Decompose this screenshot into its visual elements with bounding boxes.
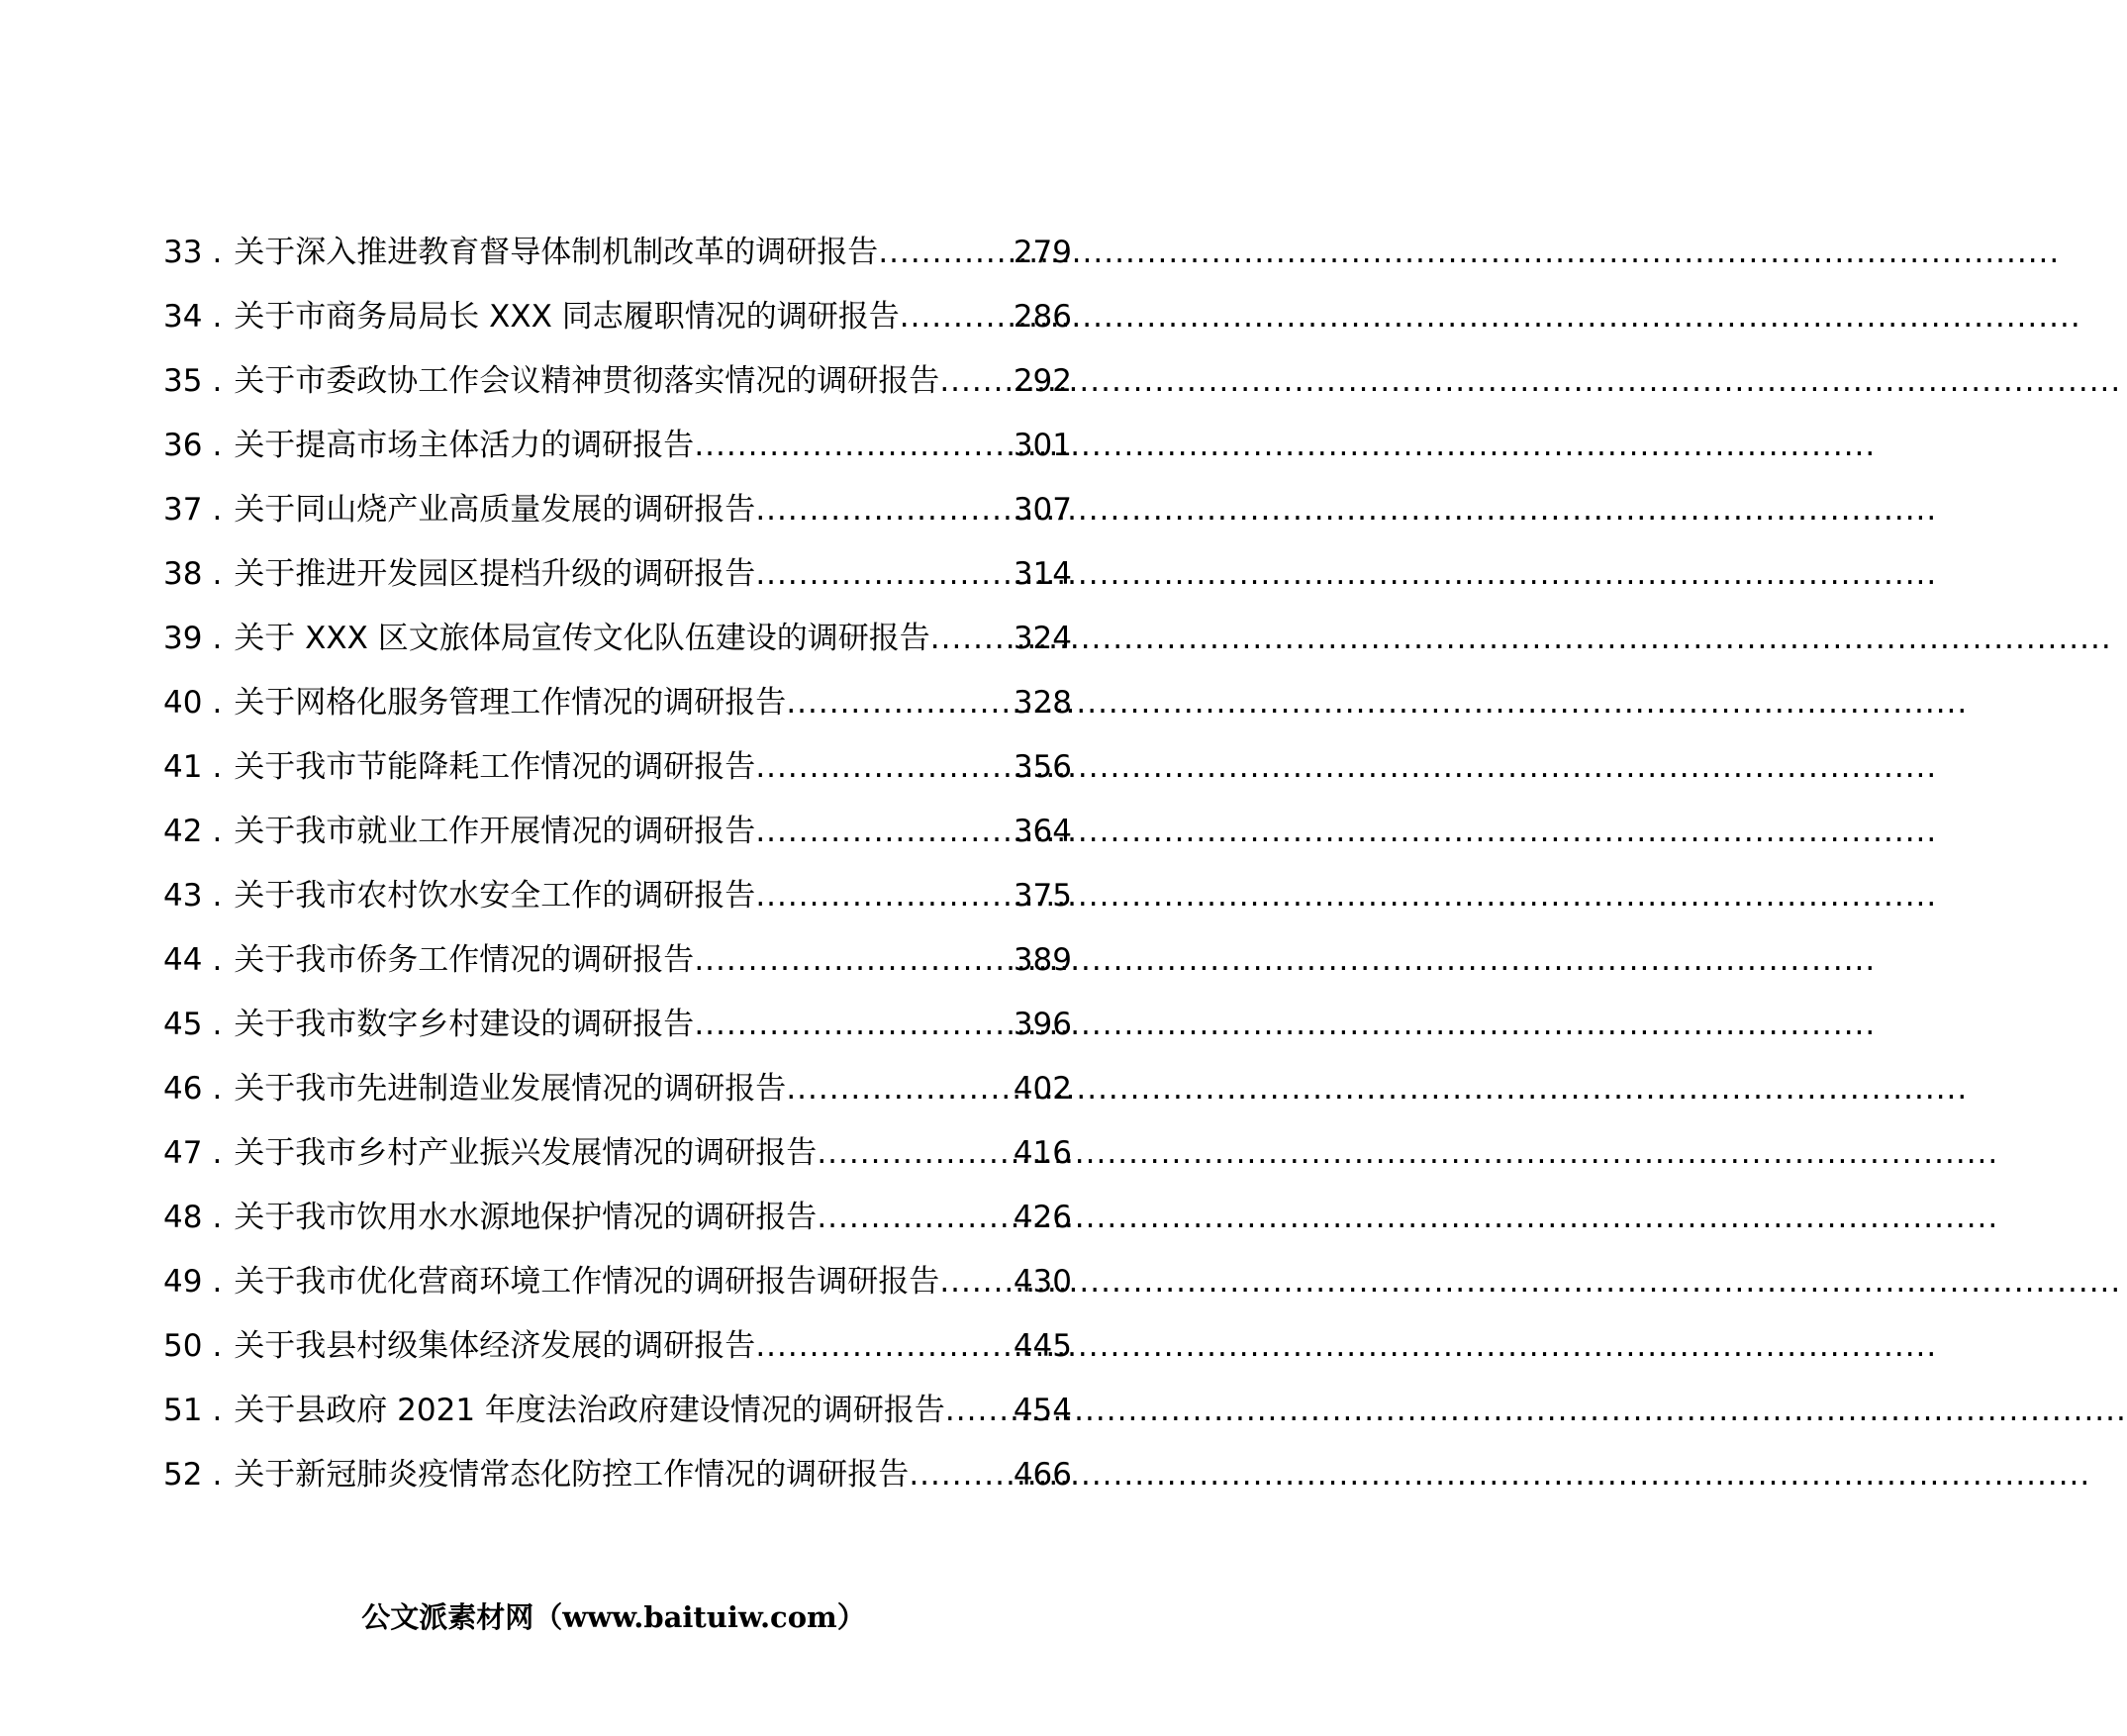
page-number: 328 xyxy=(1013,685,1072,721)
entry-number: 43 xyxy=(163,878,203,914)
number-separator: . xyxy=(212,1135,223,1171)
table-of-contents xyxy=(163,235,1072,1524)
entry-title: 关于我市节能降耗工作情况的调研报告 xyxy=(234,749,756,785)
toc-entry-43[interactable] xyxy=(163,878,1072,945)
entry-number: 34 xyxy=(163,299,203,335)
toc-entry-41[interactable] xyxy=(163,749,1072,817)
toc-entry-39[interactable] xyxy=(163,621,1072,688)
dot-leader xyxy=(909,1460,1014,1491)
entry-number: 49 xyxy=(163,1264,203,1300)
dot-leader xyxy=(817,1203,1014,1233)
number-separator: . xyxy=(212,878,223,914)
entry-number: 36 xyxy=(163,428,203,463)
page-number: 445 xyxy=(1013,1328,1072,1364)
entry-title: 关于县政府 2021 年度法治政府建设情况的调研报告 xyxy=(234,1393,945,1428)
entry-number: 48 xyxy=(163,1200,203,1235)
page-number: 286 xyxy=(1013,299,1072,335)
page-number: 364 xyxy=(1013,814,1072,849)
page-number: 466 xyxy=(1013,1457,1072,1493)
dot-leader xyxy=(694,1010,1014,1040)
entry-number: 51 xyxy=(163,1393,203,1428)
entry-number: 47 xyxy=(163,1135,203,1171)
entry-title: 关于我市优化营商环境工作情况的调研报告调研报告 xyxy=(234,1264,940,1300)
toc-entry-46[interactable] xyxy=(163,1071,1072,1138)
dot-leader xyxy=(694,945,1014,976)
entry-number: 45 xyxy=(163,1007,203,1042)
number-separator: . xyxy=(212,1071,223,1107)
number-separator: . xyxy=(212,299,223,335)
toc-entry-49[interactable] xyxy=(163,1264,1072,1331)
dot-leader xyxy=(755,752,1014,783)
toc-entry-34[interactable] xyxy=(163,299,1072,366)
toc-entry-40[interactable] xyxy=(163,685,1072,752)
number-separator: . xyxy=(212,814,223,849)
entry-number: 44 xyxy=(163,942,203,978)
entry-title: 关于我市农村饮水安全工作的调研报告 xyxy=(234,878,756,914)
number-separator: . xyxy=(212,942,223,978)
toc-entry-51[interactable] xyxy=(163,1393,1072,1460)
dot-leader xyxy=(755,559,1014,590)
entry-number: 52 xyxy=(163,1457,203,1493)
number-separator: . xyxy=(212,492,223,528)
entry-title: 关于 XXX 区文旅体局宣传文化队伍建设的调研报告 xyxy=(234,621,930,656)
page-number: 356 xyxy=(1013,749,1072,785)
toc-entry-38[interactable] xyxy=(163,556,1072,624)
number-separator: . xyxy=(212,685,223,721)
page-number: 279 xyxy=(1013,235,1072,270)
toc-entry-35[interactable] xyxy=(163,363,1072,431)
page-number: 402 xyxy=(1013,1071,1072,1107)
footer-source-text: 公文派素材网（www.baituiw.com） xyxy=(361,1600,866,1634)
number-separator: . xyxy=(212,1328,223,1364)
page-number: 389 xyxy=(1013,942,1072,978)
entry-title: 关于提高市场主体活力的调研报告 xyxy=(234,428,695,463)
number-separator: . xyxy=(212,556,223,592)
entry-title: 关于同山烧产业高质量发展的调研报告 xyxy=(234,492,756,528)
page-number: 454 xyxy=(1013,1393,1072,1428)
entry-number: 37 xyxy=(163,492,203,528)
page-number: 307 xyxy=(1013,492,1072,528)
dot-leader xyxy=(930,624,1014,654)
toc-entry-50[interactable] xyxy=(163,1328,1072,1396)
page-number: 324 xyxy=(1013,621,1072,656)
number-separator: . xyxy=(212,621,223,656)
entry-title: 关于我市乡村产业振兴发展情况的调研报告 xyxy=(234,1135,818,1171)
entry-number: 41 xyxy=(163,749,203,785)
toc-entry-42[interactable] xyxy=(163,814,1072,881)
entry-number: 39 xyxy=(163,621,203,656)
dot-leader xyxy=(755,1331,1014,1362)
number-separator: . xyxy=(212,1007,223,1042)
number-separator: . xyxy=(212,428,223,463)
page-number: 426 xyxy=(1013,1200,1072,1235)
entry-title: 关于深入推进教育督导体制机制改革的调研报告 xyxy=(234,235,879,270)
number-separator: . xyxy=(212,1264,223,1300)
entry-number: 40 xyxy=(163,685,203,721)
dot-leader xyxy=(817,1138,1014,1169)
entry-title: 关于我市饮用水水源地保护情况的调研报告 xyxy=(234,1200,818,1235)
dot-leader xyxy=(755,817,1014,847)
page-number: 416 xyxy=(1013,1135,1072,1171)
toc-entry-44[interactable] xyxy=(163,942,1072,1010)
entry-number: 35 xyxy=(163,363,203,399)
toc-entry-52[interactable] xyxy=(163,1457,1072,1524)
dot-leader xyxy=(786,1074,1014,1105)
dot-leader xyxy=(878,238,1014,268)
number-separator: . xyxy=(212,1457,223,1493)
entry-number: 33 xyxy=(163,235,203,270)
dot-leader xyxy=(755,881,1014,912)
number-separator: . xyxy=(212,235,223,270)
number-separator: . xyxy=(212,1393,223,1428)
toc-entry-36[interactable] xyxy=(163,428,1072,495)
page-number: 292 xyxy=(1013,363,1072,399)
entry-title: 关于网格化服务管理工作情况的调研报告 xyxy=(234,685,787,721)
entry-title: 关于我市先进制造业发展情况的调研报告 xyxy=(234,1071,787,1107)
number-separator: . xyxy=(212,363,223,399)
entry-title: 关于市委政协工作会议精神贯彻落实情况的调研报告 xyxy=(234,363,940,399)
entry-title: 关于推进开发园区提档升级的调研报告 xyxy=(234,556,756,592)
toc-entry-48[interactable] xyxy=(163,1200,1072,1267)
entry-title: 关于我县村级集体经济发展的调研报告 xyxy=(234,1328,756,1364)
page-number: 396 xyxy=(1013,1007,1072,1042)
entry-title: 关于我市就业工作开展情况的调研报告 xyxy=(234,814,756,849)
number-separator: . xyxy=(212,749,223,785)
dot-leader xyxy=(786,688,1014,719)
page-number: 375 xyxy=(1013,878,1072,914)
toc-entry-47[interactable] xyxy=(163,1135,1072,1203)
toc-entry-33[interactable] xyxy=(163,235,1072,302)
number-separator: . xyxy=(212,1200,223,1235)
dot-leader xyxy=(939,1267,1014,1298)
toc-entry-45[interactable] xyxy=(163,1007,1072,1074)
entry-number: 46 xyxy=(163,1071,203,1107)
toc-entry-37[interactable] xyxy=(163,492,1072,559)
entry-number: 50 xyxy=(163,1328,203,1364)
dot-leader xyxy=(694,431,1014,461)
entry-title: 关于我市数字乡村建设的调研报告 xyxy=(234,1007,695,1042)
page-number: 430 xyxy=(1013,1264,1072,1300)
entry-title: 关于我市侨务工作情况的调研报告 xyxy=(234,942,695,978)
dot-leader xyxy=(939,366,1014,397)
page-number: 314 xyxy=(1013,556,1072,592)
dot-leader xyxy=(755,495,1014,526)
entry-number: 42 xyxy=(163,814,203,849)
entry-title: 关于市商务局局长 XXX 同志履职情况的调研报告 xyxy=(234,299,900,335)
page-number: 301 xyxy=(1013,428,1072,463)
entry-number: 38 xyxy=(163,556,203,592)
dot-leader xyxy=(900,302,1014,333)
dot-leader xyxy=(945,1396,1014,1426)
entry-title: 关于新冠肺炎疫情常态化防控工作情况的调研报告 xyxy=(234,1457,910,1493)
